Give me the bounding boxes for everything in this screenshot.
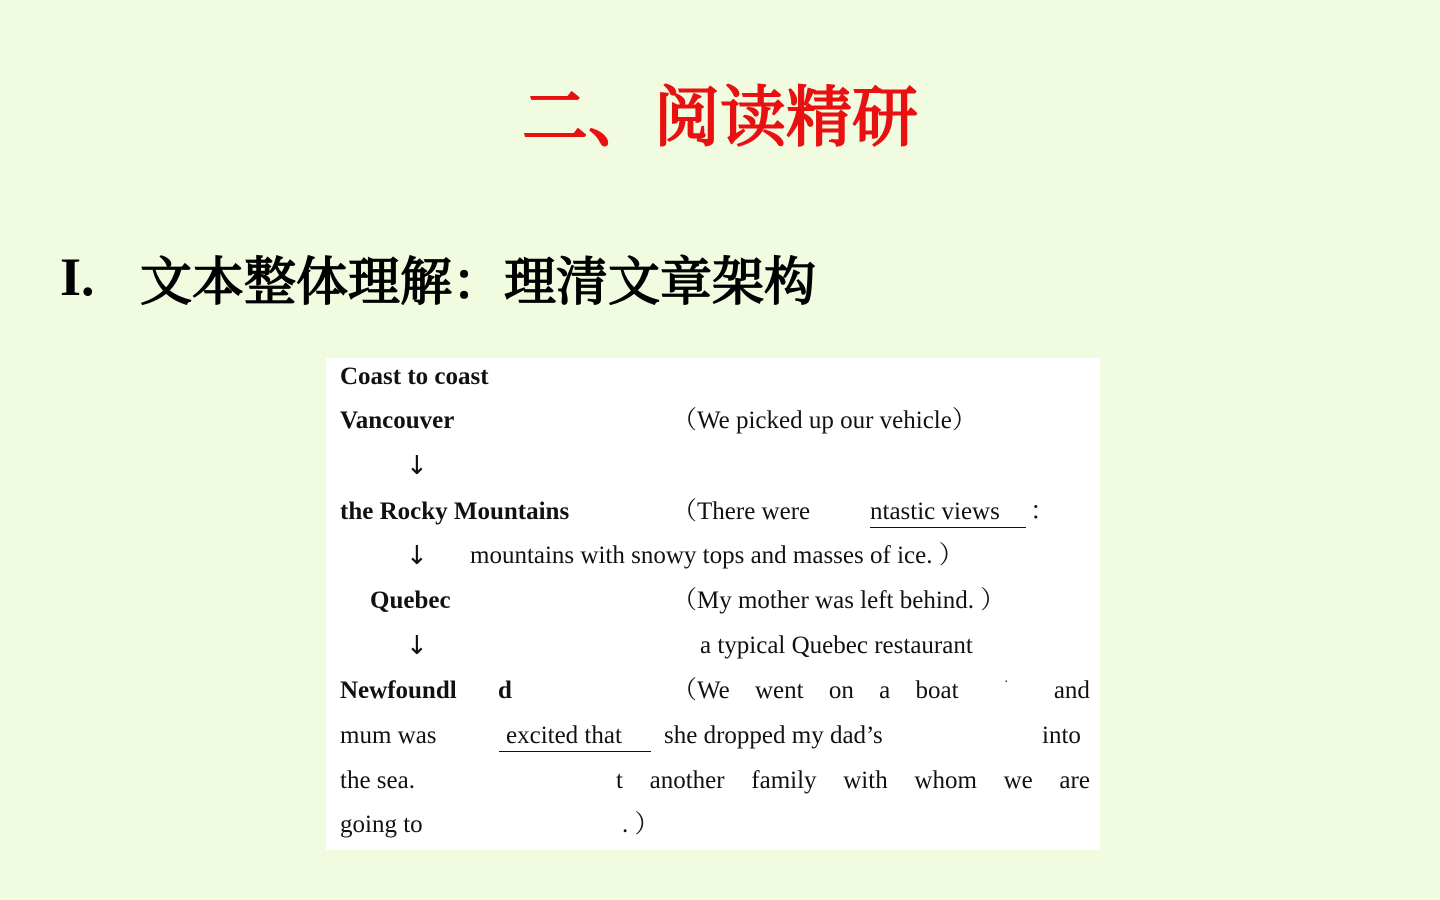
word: （We [672,677,730,704]
place-vancouver: Vancouver [340,407,455,434]
text-structure-image [326,358,1100,850]
word: another [649,767,725,794]
note-rocky-line2: mountains with snowy tops and masses of ice. ） [470,542,964,569]
word: went [754,677,804,704]
place-quebec: Quebec [370,587,451,614]
doc-header: Coast to coast [340,363,489,390]
word: on [828,677,854,704]
word: and [1053,677,1090,704]
word: whom [914,767,977,794]
note-newfoundland-line4-b: . ） [622,811,660,838]
note-newfoundland-line2-c: she dropped my dad’s [664,722,883,749]
blank-underline [499,751,651,752]
down-arrow-icon: ↓ [406,631,428,661]
note-vancouver: （We picked up our vehicle） [672,407,977,434]
word: a [879,677,891,704]
note-newfoundland-line2-d: into [1042,722,1081,749]
slide-title: 二、阅读精研 [522,79,918,156]
heading-number: I. [60,247,95,307]
note-newfoundland-line3-a: the sea. [340,767,415,794]
place-newfoundland-a: Newfoundl [340,677,457,704]
blank-underline [870,527,1026,528]
note-quebec: （My mother was left behind. ） [672,587,1006,614]
word: t [616,767,623,794]
note-newfoundland-line4-a: going to [340,811,423,838]
down-arrow-icon: ↓ [406,541,428,571]
down-arrow-icon: ↓ [406,451,428,481]
word: we [1003,767,1033,794]
note-newfoundland-line2-b: excited that [506,722,622,749]
word: · [1003,675,1009,690]
note-newfoundland-line2-a: mum was [340,722,437,749]
note-rocky-a: （There were [672,498,811,525]
note-rocky-b: ntastic views [870,498,1000,525]
heading-text: 文本整体理解：理清文章架构 [140,252,817,313]
note-quebec-line2: a typical Quebec restaurant [700,632,973,659]
word: with [843,767,888,794]
note-newfoundland-line3 [616,766,1090,796]
word: boat [915,677,959,704]
note-rocky-c: ： [1030,498,1056,525]
word: are [1059,767,1090,794]
place-rocky-mountains: the Rocky Mountains [340,498,570,525]
note-newfoundland-line1 [672,676,1090,706]
place-newfoundland-b: d [498,677,512,704]
word: family [751,767,817,794]
section-heading [60,242,816,312]
